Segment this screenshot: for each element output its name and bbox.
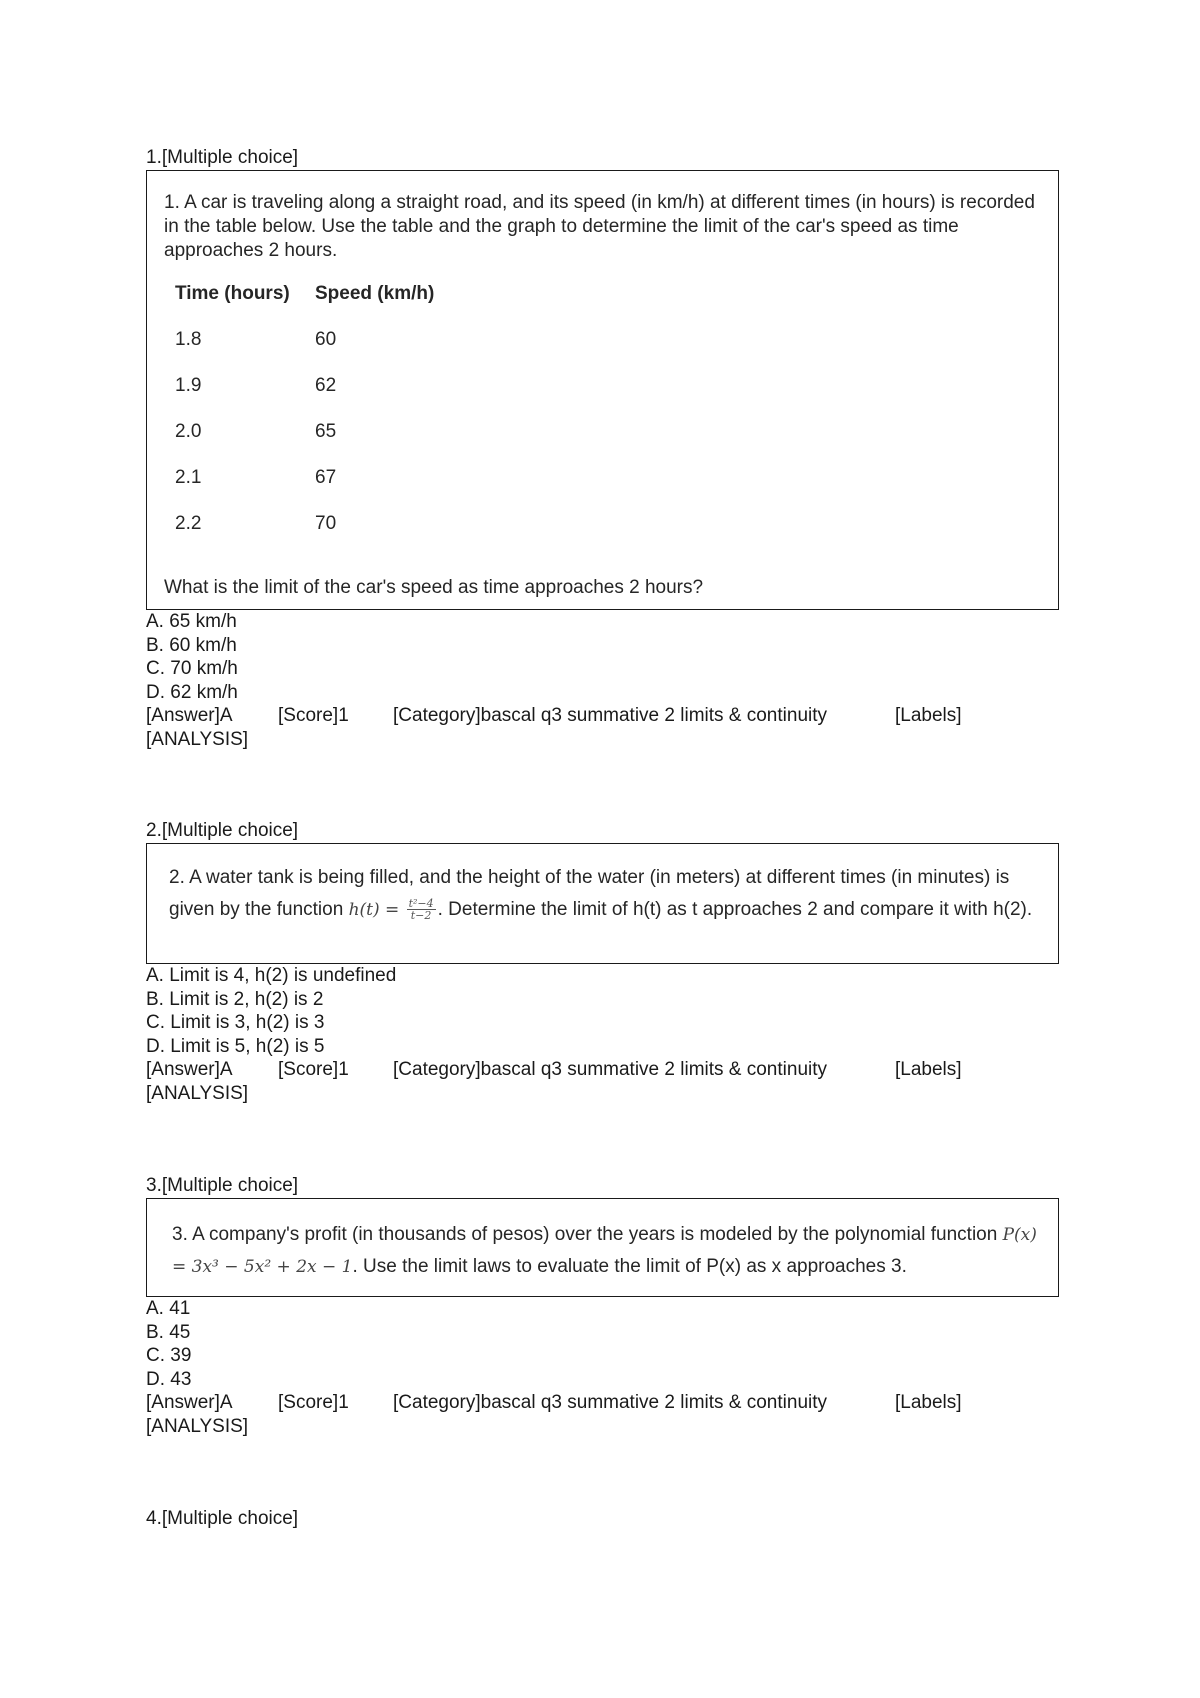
option-d[interactable]: D. Limit is 5, h(2) is 5 xyxy=(146,1035,325,1057)
question-3-meta xyxy=(146,1391,962,1415)
answer-label: [Answer]A xyxy=(146,1392,233,1413)
question-3-box xyxy=(146,1198,1059,1297)
fraction-denominator: t−2 xyxy=(410,909,432,923)
question-2-text-before: 2. A water tank is being filled, and the height of the water (in meters) at different times (in minutes) is given by the function xyxy=(169,867,1010,920)
table-cell-time: 1.9 xyxy=(175,375,202,396)
table-header-time: Time (hours) xyxy=(175,283,290,304)
function-h-name: h(t) = xyxy=(348,900,400,920)
table-cell-time: 1.8 xyxy=(175,329,202,350)
question-3-text-before: 3. A company's profit (in thousands of pesos) over the years is modeled by the polynomial function xyxy=(172,1224,998,1245)
question-1-options xyxy=(146,610,962,751)
table-cell-time: 2.1 xyxy=(175,467,202,488)
option-d[interactable]: D. 62 km/h xyxy=(146,681,238,703)
question-1-box xyxy=(146,170,1059,610)
question-1-text: 1. A car is traveling along a straight road, and its speed (in km/h) at different times (in hours) is recorded in the table below. Use the table and the graph to determine the limit of the car's speed as time approaches 2 hours. xyxy=(164,192,1035,261)
option-d[interactable]: D. 43 xyxy=(146,1368,192,1390)
function-p-expression: P(x) = 3x³ − 5x² + 2x − 1 xyxy=(172,1225,1037,1277)
answer-label: [Answer]A xyxy=(146,705,233,726)
option-a[interactable]: A. 41 xyxy=(146,1298,191,1319)
question-2-text xyxy=(169,862,1044,926)
option-b[interactable]: B. 60 km/h xyxy=(146,634,237,656)
option-a[interactable]: A. 65 km/h xyxy=(146,611,237,632)
option-c[interactable]: C. Limit is 3, h(2) is 3 xyxy=(146,1012,325,1033)
analysis-label: [ANALYSIS] xyxy=(146,1415,249,1437)
question-3-text xyxy=(172,1219,1047,1283)
labels-label: [Labels] xyxy=(895,1059,962,1080)
question-2-text-after: . Determine the limit of h(t) as t approaches 2 and compare it with h(2). xyxy=(437,899,1033,920)
question-1-footer-question: What is the limit of the car's speed as time approaches 2 hours? xyxy=(164,577,704,598)
labels-label: [Labels] xyxy=(895,1392,962,1413)
table-cell-speed: 62 xyxy=(315,375,337,396)
category-label: [Category]bascal q3 summative 2 limits & continuity xyxy=(393,705,828,726)
table-cell-speed: 60 xyxy=(315,329,337,350)
question-2-box xyxy=(146,843,1059,964)
option-c[interactable]: C. 70 km/h xyxy=(146,658,238,679)
option-b[interactable]: B. Limit is 2, h(2) is 2 xyxy=(146,988,324,1010)
analysis-label: [ANALYSIS] xyxy=(146,1082,249,1104)
table-cell-time: 2.0 xyxy=(175,421,202,442)
question-3-header: 3.[Multiple choice] xyxy=(146,1175,299,1196)
question-3-text-after: . Use the limit laws to evaluate the limit of P(x) as x approaches 3. xyxy=(352,1256,907,1277)
question-1-meta xyxy=(146,704,962,728)
question-1-header: 1.[Multiple choice] xyxy=(146,147,299,168)
table-cell-speed: 70 xyxy=(315,513,337,534)
answer-label: [Answer]A xyxy=(146,1059,233,1080)
analysis-label: [ANALYSIS] xyxy=(146,728,249,750)
question-3-options xyxy=(146,1297,962,1438)
option-c[interactable]: C. 39 xyxy=(146,1345,192,1366)
table-header-speed: Speed (km/h) xyxy=(315,283,435,304)
labels-label: [Labels] xyxy=(895,705,962,726)
option-b[interactable]: B. 45 xyxy=(146,1321,191,1343)
question-2-options xyxy=(146,964,962,1105)
score-label: [Score]1 xyxy=(278,1392,349,1413)
category-label: [Category]bascal q3 summative 2 limits & continuity xyxy=(393,1059,828,1080)
score-label: [Score]1 xyxy=(278,1059,349,1080)
question-4-header: 4.[Multiple choice] xyxy=(146,1508,299,1529)
table-cell-time: 2.2 xyxy=(175,513,202,534)
table-cell-speed: 65 xyxy=(315,421,337,442)
score-label: [Score]1 xyxy=(278,705,349,726)
question-2-meta xyxy=(146,1058,962,1082)
category-label: [Category]bascal q3 summative 2 limits & continuity xyxy=(393,1392,828,1413)
table-cell-speed: 67 xyxy=(315,467,337,488)
question-2-header: 2.[Multiple choice] xyxy=(146,820,299,841)
option-a[interactable]: A. Limit is 4, h(2) is undefined xyxy=(146,965,397,986)
function-h-fraction xyxy=(407,898,436,921)
fraction-numerator: t²−4 xyxy=(408,897,434,911)
